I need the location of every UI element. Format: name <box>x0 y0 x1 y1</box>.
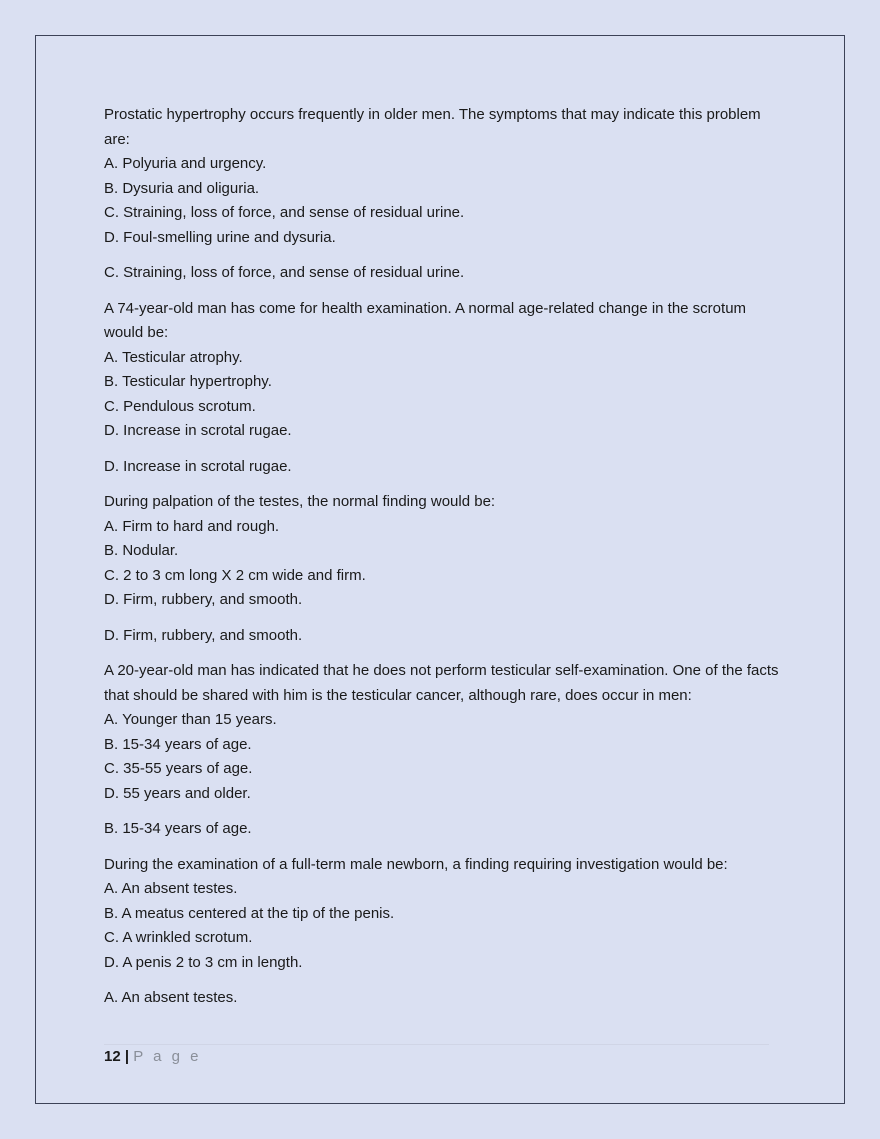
option-b: B. Testicular hypertrophy. <box>104 373 272 390</box>
answer-text: C. Straining, loss of force, and sense of residual urine. <box>104 264 465 281</box>
question-2 <box>104 297 784 480</box>
question-stem: Prostatic hypertrophy occurs frequently in older men. The symptoms that may indicate this problem are: <box>104 106 761 148</box>
option-a: A. Younger than 15 years. <box>104 711 277 728</box>
question-stem: A 74-year-old man has come for health examination. A normal age-related change in the scrotum would be: <box>104 299 747 341</box>
answer-text: A. An absent testes. <box>104 989 238 1006</box>
page-number: 12 <box>104 1048 121 1065</box>
option-d: D. A penis 2 to 3 cm in length. <box>104 953 303 971</box>
option-c: C. 2 to 3 cm long X 2 cm wide and firm. <box>104 566 366 584</box>
answer-text: D. Firm, rubbery, and smooth. <box>104 626 303 644</box>
document-body <box>104 103 784 1022</box>
option-a: A. Testicular atrophy. <box>104 348 243 366</box>
option-d: D. Foul-smelling urine and dysuria. <box>104 228 336 246</box>
option-d: D. 55 years and older. <box>104 784 251 802</box>
page-label: P a g e <box>133 1048 202 1065</box>
option-c: C. A wrinkled scrotum. <box>104 929 253 946</box>
question-4 <box>104 659 784 842</box>
option-b: B. Nodular. <box>104 542 179 559</box>
question-stem: A 20-year-old man has indicated that he does not perform testicular self-examination. One of the facts that should be shared with him is the testicular cancer, although rare, does occur in men: <box>104 662 779 704</box>
option-c: C. 35-55 years of age. <box>104 760 253 777</box>
option-a: A. Firm to hard and rough. <box>104 517 280 535</box>
answer-text: B. 15-34 years of age. <box>104 820 252 837</box>
option-b: B. Dysuria and oliguria. <box>104 179 260 197</box>
question-stem: During the examination of a full-term male newborn, a finding requiring investigation would be: <box>104 855 728 873</box>
option-d: D. Firm, rubbery, and smooth. <box>104 591 303 608</box>
option-a: A. An absent testes. <box>104 880 238 897</box>
option-c: C. Straining, loss of force, and sense of residual urine. <box>104 204 465 221</box>
question-3 <box>104 490 784 648</box>
option-b: B. A meatus centered at the tip of the penis. <box>104 904 395 922</box>
option-b: B. 15-34 years of age. <box>104 735 252 753</box>
page-footer <box>104 1044 769 1069</box>
option-d: D. Increase in scrotal rugae. <box>104 422 292 439</box>
option-c: C. Pendulous scrotum. <box>104 397 256 415</box>
question-5 <box>104 853 784 1011</box>
option-a: A. Polyuria and urgency. <box>104 155 267 172</box>
question-stem: During palpation of the testes, the normal finding would be: <box>104 493 496 510</box>
footer-separator: | <box>124 1048 130 1065</box>
answer-text: D. Increase in scrotal rugae. <box>104 457 292 475</box>
question-1 <box>104 103 784 286</box>
